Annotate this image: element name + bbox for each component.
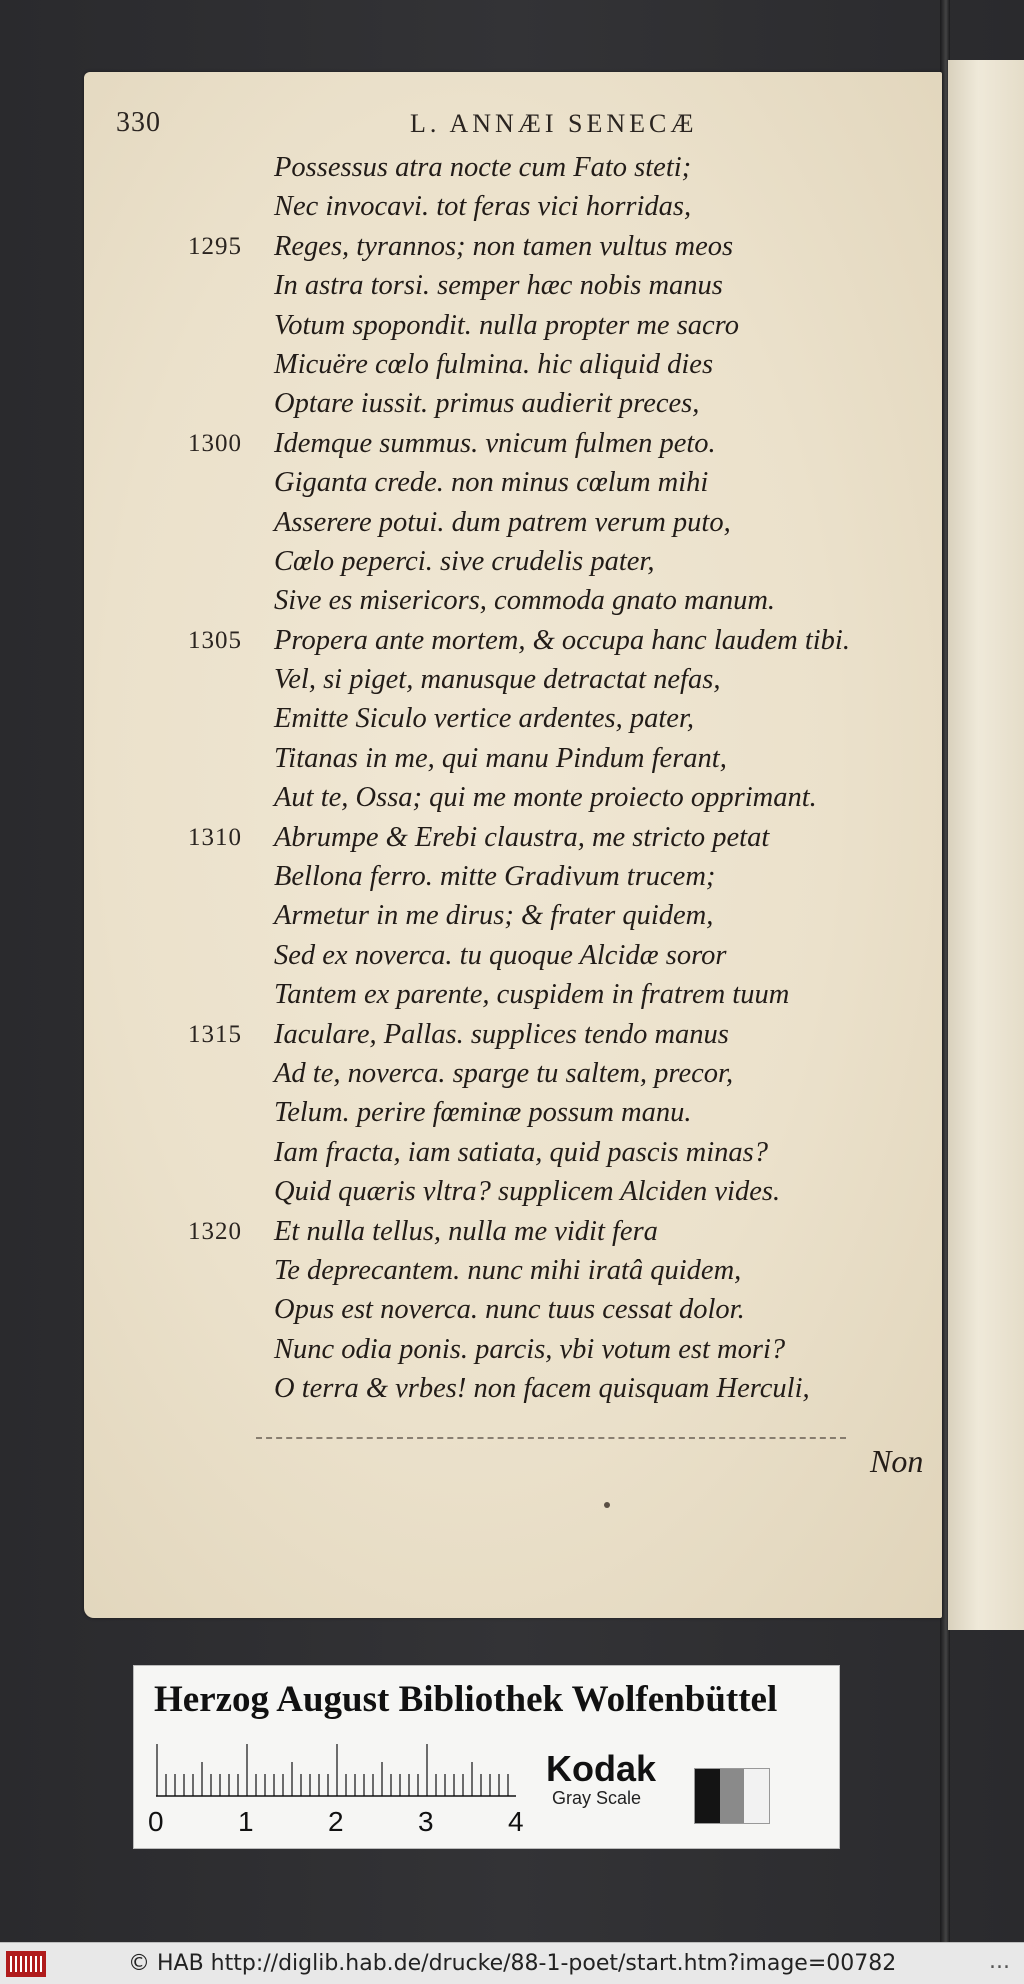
verse-line: [84, 778, 924, 817]
line-text: Bellona ferro. mitte Gradivum trucem;: [274, 861, 716, 893]
line-text: Sed ex noverca. tu quoque Alcidæ soror: [274, 939, 727, 971]
gray-patch: [720, 1769, 745, 1823]
verse-line: [84, 306, 924, 345]
line-number: 1295: [188, 232, 242, 260]
line-number: 1320: [188, 1217, 242, 1245]
line-text: Armetur in me dirus; & frater quidem,: [274, 900, 714, 932]
verse-line: [84, 1212, 924, 1251]
line-text: Optare iussit. primus audierit preces,: [274, 388, 700, 420]
gray-patch: [744, 1769, 769, 1823]
line-text: In astra torsi. semper hæc nobis manus: [274, 270, 723, 302]
line-text: Te deprecantem. nunc mihi iratâ quidem,: [274, 1254, 742, 1286]
line-text: Giganta crede. non minus cœlum mihi: [274, 467, 709, 499]
more-options-icon[interactable]: ...: [989, 1949, 1010, 1974]
verse-line: [84, 1251, 924, 1290]
line-text: Ad te, noverca. sparge tu saltem, precor,: [274, 1057, 734, 1089]
verse-line: [84, 187, 924, 226]
color-card: [133, 1665, 840, 1849]
verse-line: [84, 503, 924, 542]
ruler-number: 2: [328, 1806, 344, 1837]
line-text: Sive es misericors, commoda gnato manum.: [274, 585, 776, 617]
line-text: Quid quæris vltra? supplicem Alciden vides.: [274, 1176, 781, 1208]
line-text: Opus est noverca. nunc tuus cessat dolor.: [274, 1294, 745, 1326]
line-number: 1315: [188, 1020, 242, 1048]
verse-line: [84, 424, 924, 463]
verse-line: [84, 227, 924, 266]
line-text: O terra & vrbes! non facem quisquam Herculi,: [274, 1373, 810, 1405]
verse-line: [84, 739, 924, 778]
line-text: Emitte Siculo vertice ardentes, pater,: [274, 703, 694, 735]
ruler-number: 4: [508, 1806, 524, 1837]
status-bar: [0, 1942, 1024, 1984]
line-number: 1300: [188, 429, 242, 457]
verse-line: [84, 581, 924, 620]
line-text: Telum. perire fœminæ possum manu.: [274, 1097, 692, 1129]
line-text: Possessus atra nocte cum Fato steti;: [274, 152, 692, 183]
verse-line: [84, 345, 924, 384]
ink-speck: [604, 1502, 610, 1508]
verse-line: [84, 1330, 924, 1369]
line-text: Aut te, Ossa; qui me monte proiecto opprimant.: [274, 782, 817, 814]
kodak-logo: Kodak: [546, 1748, 657, 1789]
catchword: Non: [870, 1443, 924, 1479]
line-number: 1305: [188, 626, 242, 654]
line-text: Iaculare, Pallas. supplices tendo manus: [274, 1018, 729, 1050]
verse-line: [84, 621, 924, 660]
verse-line: [84, 1172, 924, 1211]
verse-line: [84, 148, 924, 187]
gray-patch: [695, 1769, 720, 1823]
underline-mark: [256, 1437, 846, 1439]
line-text: Micuëre cœlo fulmina. hic aliquid dies: [274, 348, 714, 380]
line-text: Asserere potui. dum patrem verum puto,: [274, 506, 731, 538]
verse-line: [84, 818, 924, 857]
verse-line: [84, 1369, 924, 1408]
ruler-number: 3: [418, 1806, 434, 1837]
verse-line: [84, 1133, 924, 1172]
gray-scale-label: Gray Scale: [552, 1788, 642, 1808]
verse-line: [84, 1054, 924, 1093]
verse-line: [84, 896, 924, 935]
verse-block: [84, 148, 924, 1409]
line-text: Tantem ex parente, cuspidem in fratrem tuum: [274, 979, 790, 1011]
gray-patches: [694, 1768, 770, 1824]
line-text: Iam fracta, iam satiata, quid pascis minas?: [274, 1136, 769, 1168]
verse-line: [84, 936, 924, 975]
verse-line: [84, 463, 924, 502]
line-text: Cœlo peperci. sive crudelis pater,: [274, 545, 655, 577]
verse-line: [84, 857, 924, 896]
line-text: Nunc odia ponis. parcis, vbi votum est mori?: [274, 1333, 786, 1365]
line-number: 1310: [188, 823, 242, 851]
hab-logo-icon: [6, 1951, 46, 1977]
line-text: Votum spopondit. nulla propter me sacro: [274, 309, 739, 341]
verse-line: [84, 266, 924, 305]
source-credit-link[interactable]: © HAB http://diglib.hab.de/drucke/88-1-poet/start.htm?image=00782: [128, 1951, 897, 1976]
line-text: Et nulla tellus, nulla me vidit fera: [274, 1215, 658, 1247]
line-text: Reges, tyrannos; non tamen vultus meos: [274, 230, 734, 262]
page-number: 330: [116, 107, 161, 138]
running-head: L. ANNÆI SENECÆ: [410, 109, 698, 138]
verse-line: [84, 542, 924, 581]
verse-line: [84, 699, 924, 738]
line-text: Titanas in me, qui manu Pindum ferant,: [274, 742, 727, 774]
verse-line: [84, 1093, 924, 1132]
line-text: Nec invocavi. tot feras vici horridas,: [274, 191, 692, 223]
line-text: Propera ante mortem, & occupa hanc laudem tibi.: [274, 624, 850, 656]
verse-line: [84, 1290, 924, 1329]
ruler-scale: [156, 1744, 516, 1798]
line-text: Abrumpe & Erebi claustra, me stricto petat: [274, 821, 770, 853]
line-text: Idemque summus. vnicum fulmen peto.: [274, 427, 716, 459]
card-title: Herzog August Bibliothek Wolfenbüttel: [154, 1679, 778, 1720]
ruler-number: 1: [238, 1806, 254, 1837]
verse-line: [84, 384, 924, 423]
verse-line: [84, 660, 924, 699]
verse-line: [84, 975, 924, 1014]
facing-page: [948, 60, 1024, 1630]
line-text: Vel, si piget, manusque detractat nefas,: [274, 664, 721, 696]
ruler-number: 0: [148, 1806, 164, 1837]
verse-line: [84, 1015, 924, 1054]
page-header: [116, 107, 916, 147]
